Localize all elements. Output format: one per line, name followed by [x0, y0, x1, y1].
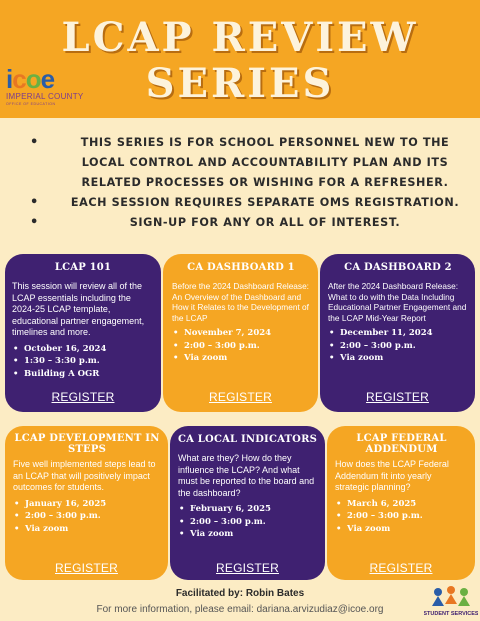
logo-org: IMPERIAL COUNTY	[6, 92, 84, 101]
session-date: • December 11, 2024	[328, 327, 468, 340]
session-date: • November 7, 2024	[172, 327, 310, 340]
session-date: • February 6, 2025	[178, 503, 317, 516]
session-time: • 2:00 – 3:00 p.m.	[172, 340, 310, 353]
session-title: CA DASHBOARD 2	[344, 262, 452, 273]
logo-sub: OFFICE OF EDUCATION	[6, 102, 56, 106]
student-services-logo	[424, 584, 478, 620]
session-location: • Via zoom	[172, 352, 310, 365]
session-description: Before the 2024 Dashboard Release: An Overview of the Dashboard and How it Relates to the Development of the LCAP	[172, 281, 309, 323]
session-location: • Via zoom	[328, 352, 468, 365]
bullet-item: • SIGN-UP FOR ANY OR ALL OF INTEREST.	[30, 213, 470, 233]
session-card-lcap-development	[5, 426, 168, 580]
bullet-item: • THIS SERIES IS FOR SCHOOL PERSONNEL NEW TO THE LOCAL CONTROL AND ACCOUNTABILITY PLAN AND ITS RELATED PROCESSES OR WISHING FOR A REFRESHER.	[30, 133, 470, 193]
register-link-lcap-development[interactable]: REGISTER	[55, 561, 118, 575]
services-logo-text: STUDENT SERVICES	[424, 611, 478, 617]
session-date: • March 6, 2025	[335, 498, 468, 511]
session-card-lcap-federal-addendum	[327, 426, 475, 580]
session-description: What are they? How do they influence the LCAP? And what must be reported to the board and the dashboard?	[178, 453, 315, 498]
session-location: • Via zoom	[335, 523, 468, 536]
session-description: This session will review all of the LCAP essentials including the 2024-25 LCAP template, educational partner engagement, timelines and more.	[12, 281, 145, 337]
session-location: • Via zoom	[13, 523, 161, 536]
contact-text: For more information, please email: dariana.arvizudiaz@icoe.org	[96, 604, 384, 615]
register-link-ca-dashboard-2[interactable]: REGISTER	[366, 390, 429, 404]
page-title-line2: SERIES	[145, 60, 335, 107]
session-time: • 1:30 – 3:30 p.m.	[12, 355, 154, 368]
session-card-ca-dashboard-1	[163, 254, 318, 412]
page-title-line1: LCAP REVIEW	[61, 14, 419, 61]
session-title: CA LOCAL INDICATORS	[178, 434, 317, 445]
register-link-lcap-101[interactable]: REGISTER	[51, 390, 115, 404]
session-card-lcap-101	[5, 254, 161, 412]
session-date: • October 16, 2024	[12, 343, 154, 356]
facilitator-text: Facilitated by: Robin Bates	[175, 588, 305, 599]
session-description: Five well implemented steps lead to an LCAP that will positively impact outcomes for students.	[13, 459, 156, 492]
info-bullets	[30, 133, 470, 233]
session-time: • 2:00 – 3:00 p.m.	[328, 340, 468, 353]
icoe-logo: icoe IMPERIAL COUNTY OFFICE OF EDUCATION	[6, 66, 96, 116]
session-date: • January 16, 2025	[13, 498, 161, 511]
session-title: CA DASHBOARD 1	[187, 262, 295, 273]
session-description: How does the LCAP Federal Addendum fit into yearly strategic planning?	[335, 459, 449, 492]
session-time: • 2:00 – 3:00 p.m.	[335, 510, 468, 523]
session-time: • 2:00 – 3:00 p.m.	[178, 516, 317, 529]
register-link-lcap-federal-addendum[interactable]: REGISTER	[369, 561, 433, 575]
session-description: After the 2024 Dashboard Release: What to do with the Data Including Educational Partner Engagement and the LCAP Mid-Year Report	[328, 281, 467, 323]
session-card-ca-local-indicators	[170, 426, 325, 580]
session-title: LCAP DEVELOPMENT IN STEPS	[14, 433, 160, 455]
register-link-ca-local-indicators[interactable]: REGISTER	[216, 561, 279, 575]
session-location: • Via zoom	[178, 528, 317, 541]
session-time: • 2:00 – 3:00 p.m.	[13, 510, 161, 523]
session-card-ca-dashboard-2	[320, 254, 475, 412]
session-title: LCAP FEDERAL ADDENDUM	[356, 433, 447, 455]
session-location: • Building A OGR	[12, 368, 154, 381]
bullet-item: • EACH SESSION REQUIRES SEPARATE OMS REGISTRATION.	[30, 193, 470, 213]
session-title: LCAP 101	[54, 262, 112, 273]
register-link-ca-dashboard-1[interactable]: REGISTER	[209, 390, 272, 404]
